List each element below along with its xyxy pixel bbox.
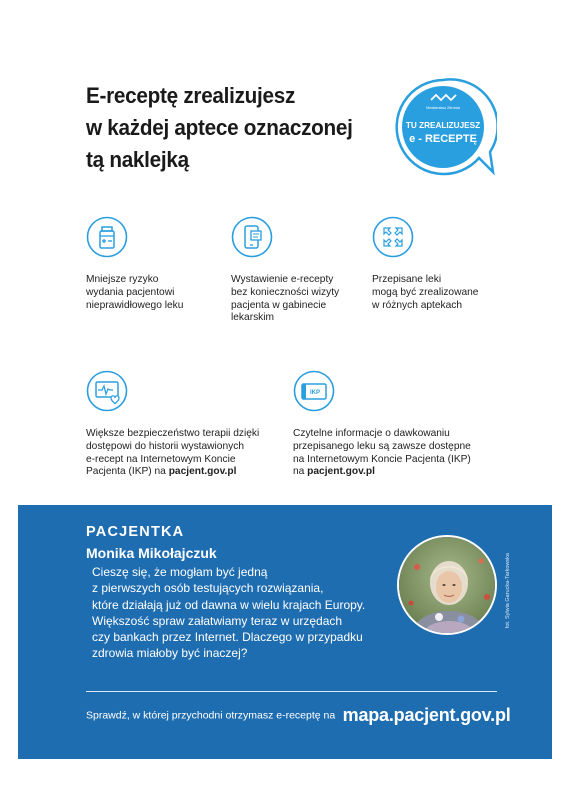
patient-photo [397, 535, 497, 635]
feature-3-text: Przepisane leki mogą być zrealizowane w różnych aptekach [372, 274, 479, 311]
panel-label: PACJENTKA [86, 524, 185, 540]
headline-line-3: tą naklejką [86, 147, 189, 172]
panel-footer [86, 705, 511, 726]
photo-credit: fot. Sylwia Garucka-Tarkowska [505, 553, 511, 629]
health-monitor-icon [86, 370, 128, 412]
medicine-bottle-icon [86, 216, 128, 258]
phone-prescription-icon [231, 216, 273, 258]
feature-1-text: Mniejsze ryzyko wydania pacjentowi nieprawidłowego leku [86, 274, 184, 311]
footer-url-link[interactable]: mapa.pacjent.gov.pl [342, 705, 511, 725]
headline [86, 80, 386, 176]
ikp-card-icon [293, 370, 335, 412]
feature-5-text: Czytelne informacje o dawkowaniu przepisanego leku są zawsze dostępne na Internetowym Koncie Pacjenta (IKP) na pacjent.gov.pl [293, 428, 471, 478]
panel-divider [86, 691, 497, 692]
sticker-line-1: TU ZREALIZUJESZ [405, 121, 481, 130]
feature-4-link-text: pacjent.gov.pl [168, 466, 237, 478]
feature-4-text: Większe bezpieczeństwo terapii dzięki dostępowi do historii wystawionych e-recept na Internetowym Koncie Pacjenta (IKP) na pacjent.gov.pl [86, 428, 260, 478]
patient-name: Monika Mikołajczuk [86, 545, 217, 561]
feature-2-text: Wystawienie e-recepty bez konieczności wizyty pacjenta w gabinecie lekarskim [231, 274, 340, 324]
footer-text: Sprawdź, w której przychodni otrzymasz e-receptę na [86, 709, 336, 722]
sticker-line-2: e - RECEPTĘ [409, 133, 477, 145]
headline-line-1: E-receptę zrealizujesz [86, 83, 296, 108]
patient-quote: Cieszę się, że mogłam być jedną z pierwszych osób testujących rozwiązania, które działają już od dawna w wielu krajach Europy. Większość spraw załatwiamy teraz w urzędach czy bankach przez Internet. Dlaczego w przypadku zdrowia miałoby być inaczej? [92, 565, 366, 661]
scatter-arrows-icon [372, 216, 414, 258]
feature-5-link-text: pacjent.gov.pl [307, 466, 375, 478]
sticker-ministry-text: Ministerstwo Zdrowia [426, 106, 460, 110]
headline-line-2: w każdej aptece oznaczonej [86, 115, 353, 140]
patient-testimonial-panel [18, 505, 552, 759]
ikp-badge-text: IKP [309, 390, 321, 396]
e-recepta-sticker [389, 76, 497, 176]
